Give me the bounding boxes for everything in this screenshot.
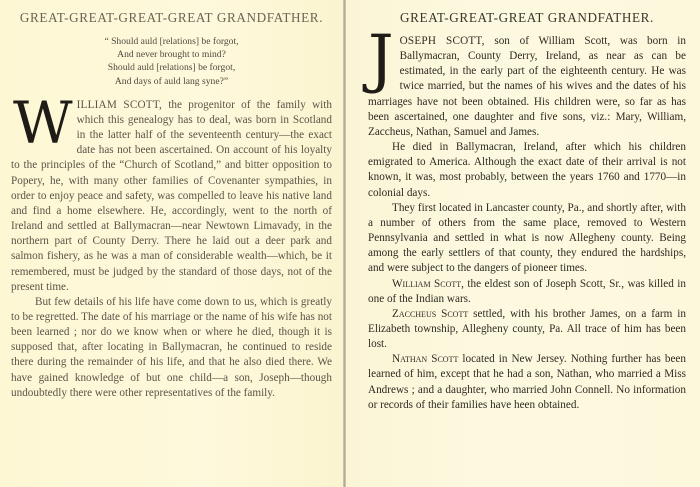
right-body-text xyxy=(368,22,686,413)
running-head-right: GREAT-GREAT-GREAT GRANDFATHER. xyxy=(400,10,654,25)
right-page xyxy=(346,0,700,487)
paragraph-text: located in New Jersey. Nothing further has been learned of him, except that he had a son, Nathan, who married a Miss Andrews ; and a daughter, who married John Connell. No information or records of their families have heen obtained. xyxy=(368,353,686,411)
paragraph xyxy=(368,22,686,140)
lead-name: OSEPH SCOTT, xyxy=(399,35,485,47)
epigraph-line: And never brought to mind? xyxy=(117,49,226,61)
paragraph: But few details of his life have come down to us, which is greatly to be regretted. The date of his marriage or the name of his wife has not been learned ; nor do we know when or where he died, though it is supposed that, after locating in Ballymacran, he continued to reside there during the remainder of his life, and that he also died there. We have gained knowledge of but one child—a son, Joseph—though undoubtedly there were other representatives of the family. xyxy=(11,295,332,399)
paragraph xyxy=(368,277,686,307)
drop-cap-j: J xyxy=(368,22,394,96)
paragraph: They first located in Lancaster county, Pa., and shortly after, with a number of others from the same place, removed to Western Pennsylvania and settled in what is now Allegheny county. Being among the early settlers of that county, they endured the hardships, and were subject to the dangers of pioneer times. xyxy=(368,201,686,275)
person-name: Zaccheus Scott xyxy=(392,307,469,320)
drop-cap-w: W xyxy=(13,88,73,157)
paragraph-text: the progenitor of the family with which this genealogy has to deal, was born in Scotland in the latter half of the seventeenth century—the exact date has not been ascertained. On account of his loyalty to the principles of the “Church of Scotland,” and bitter opposition to Popery, he, with many other families of Covenanter sympathies, in order to enjoy peace and safety, was compelled to leave his native land and find a home elsewhere. He, accordingly, went to the north of Ireland and settled at Ballymacran—near Newtown Limavady, in the northern part of County Derry. There he laid out a deer park and salmon fishery, as he was a man of considerable wealth—which, be it remembered, must be judged by the standard of those days, not of the present time. xyxy=(11,98,332,293)
paragraph-text: son of William Scott, was born in Ballymacran, County Derry, Ireland, as near as can be estimated, in the early part of the eighteenth century. He was twice married, but the names of his wives and the dates of his marriages have not been obtained. His children were, so far as has been ascertained, one daughter and five sons, viz.: Mary, William, Zaccheus, Nathan, Samuel and James. xyxy=(368,35,686,138)
epigraph-line: And days of auld lang syne?” xyxy=(114,75,229,87)
person-name: Nathan Scott xyxy=(392,353,459,366)
paragraph: He died in Ballymacran, Ireland, after which his children emigrated to America. Although the exact date of their arrival is not known, it was, most probably, between the years 1760 and 1770—in colonial days. xyxy=(368,141,686,199)
epigraph xyxy=(11,35,332,88)
paragraph xyxy=(368,307,686,352)
epigraph-line: Should auld [relations] be forgot, xyxy=(107,62,236,74)
paragraph-text: , the eldest son of Joseph Scott, Sr., was killed in one of the Indian wars. xyxy=(368,277,686,305)
person-name: William Scott xyxy=(392,277,462,290)
epigraph-line: “ Should auld [relations] be forgot, xyxy=(104,36,239,47)
left-body-text xyxy=(11,88,332,401)
running-head-left: GREAT-GREAT-GREAT-GREAT GRANDFATHER. xyxy=(19,10,324,25)
lead-name: ILLIAM SCOTT, xyxy=(76,98,163,111)
paragraph xyxy=(368,352,686,413)
paragraph xyxy=(11,88,332,295)
paragraph-text: settled, with his brother James, on a farm in Elizabeth township, Allegheny county, Pa. All trace of him has been lost. xyxy=(368,307,686,351)
left-page xyxy=(0,0,344,487)
